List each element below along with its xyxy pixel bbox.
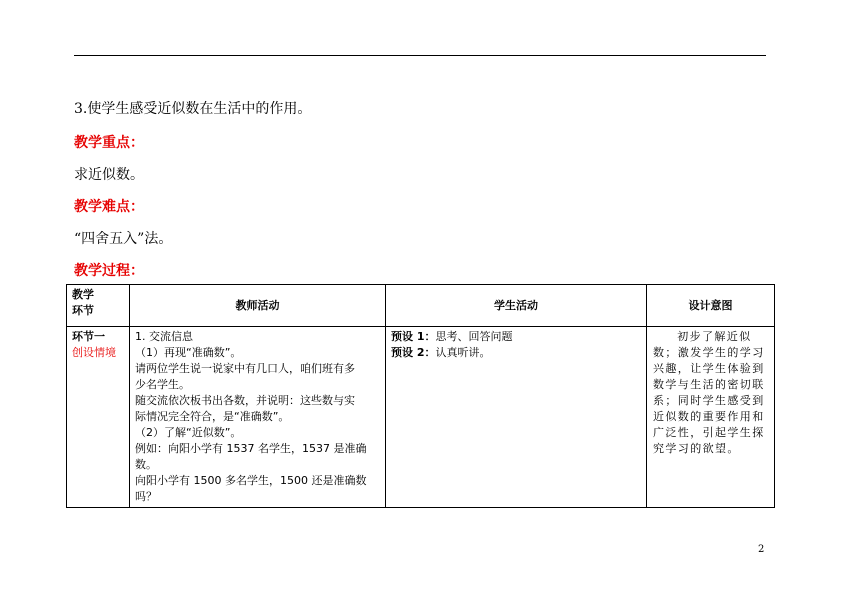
- teacher-line: 少名学生。: [135, 378, 190, 391]
- intent-line: 兴趣，让学生体验到: [653, 362, 765, 375]
- intent-line: 数；激发学生的学习: [653, 346, 765, 359]
- lesson-process-table: [66, 284, 775, 508]
- student-preset-1: 预设 1：思考、回答问题: [391, 330, 513, 343]
- objective-text: 3.使学生感受近似数在生活中的作用。: [74, 101, 312, 117]
- header-rule: [74, 55, 766, 56]
- teacher-line: 1. 交流信息: [135, 330, 193, 343]
- student-preset-2: 预设 2：认真听讲。: [391, 346, 491, 359]
- intent-line: 系；同时学生感受到: [653, 394, 765, 407]
- page-number: 2: [758, 544, 765, 555]
- stage-cell: [67, 327, 130, 508]
- header-teacher-activity: 教师活动: [130, 285, 386, 327]
- design-intent-cell: [647, 327, 775, 508]
- intent-line: 近似数的重要作用和: [653, 410, 765, 423]
- header-student-activity: 学生活动: [386, 285, 647, 327]
- key-point-text: 求近似数。: [74, 167, 144, 183]
- stage-name: 创设情境: [72, 346, 116, 359]
- teacher-line: 际情况完全符合，是“准确数”。: [135, 410, 290, 423]
- teacher-line: 吗？: [135, 490, 157, 503]
- header-stage: 教学 环节: [67, 285, 130, 327]
- table-header-row: [67, 285, 775, 327]
- intent-line: 广泛性，引起学生探: [653, 426, 765, 439]
- teacher-line: （1）再现“准确数”。: [135, 346, 242, 359]
- table-row: [67, 327, 775, 508]
- teacher-activity-cell: [130, 327, 386, 508]
- stage-label: 环节一: [72, 330, 105, 343]
- difficulty-text: “四舍五入”法。: [74, 231, 173, 247]
- intent-line: 究学习的欲望。: [653, 442, 740, 455]
- teacher-line: 数。: [135, 458, 157, 471]
- teacher-line: 随交流依次板书出各数，并说明：这些数与实: [135, 394, 355, 407]
- process-heading: 教学过程：: [74, 263, 144, 279]
- header-design-intent: 设计意图: [647, 285, 775, 327]
- intent-line: 数学与生活的密切联: [653, 378, 765, 391]
- key-point-heading: 教学重点：: [74, 135, 144, 151]
- teacher-line: （2）了解“近似数”。: [135, 426, 242, 439]
- intent-line: 初步了解近似: [677, 330, 752, 343]
- teacher-line: 例如：向阳小学有 1537 名学生，1537 是准确: [135, 442, 367, 455]
- student-activity-cell: [386, 327, 647, 508]
- teacher-line: 请两位学生说一说家中有几口人，咱们班有多: [135, 362, 355, 375]
- difficulty-heading: 教学难点：: [74, 199, 144, 215]
- teacher-line: 向阳小学有 1500 多名学生，1500 还是准确数: [135, 474, 367, 487]
